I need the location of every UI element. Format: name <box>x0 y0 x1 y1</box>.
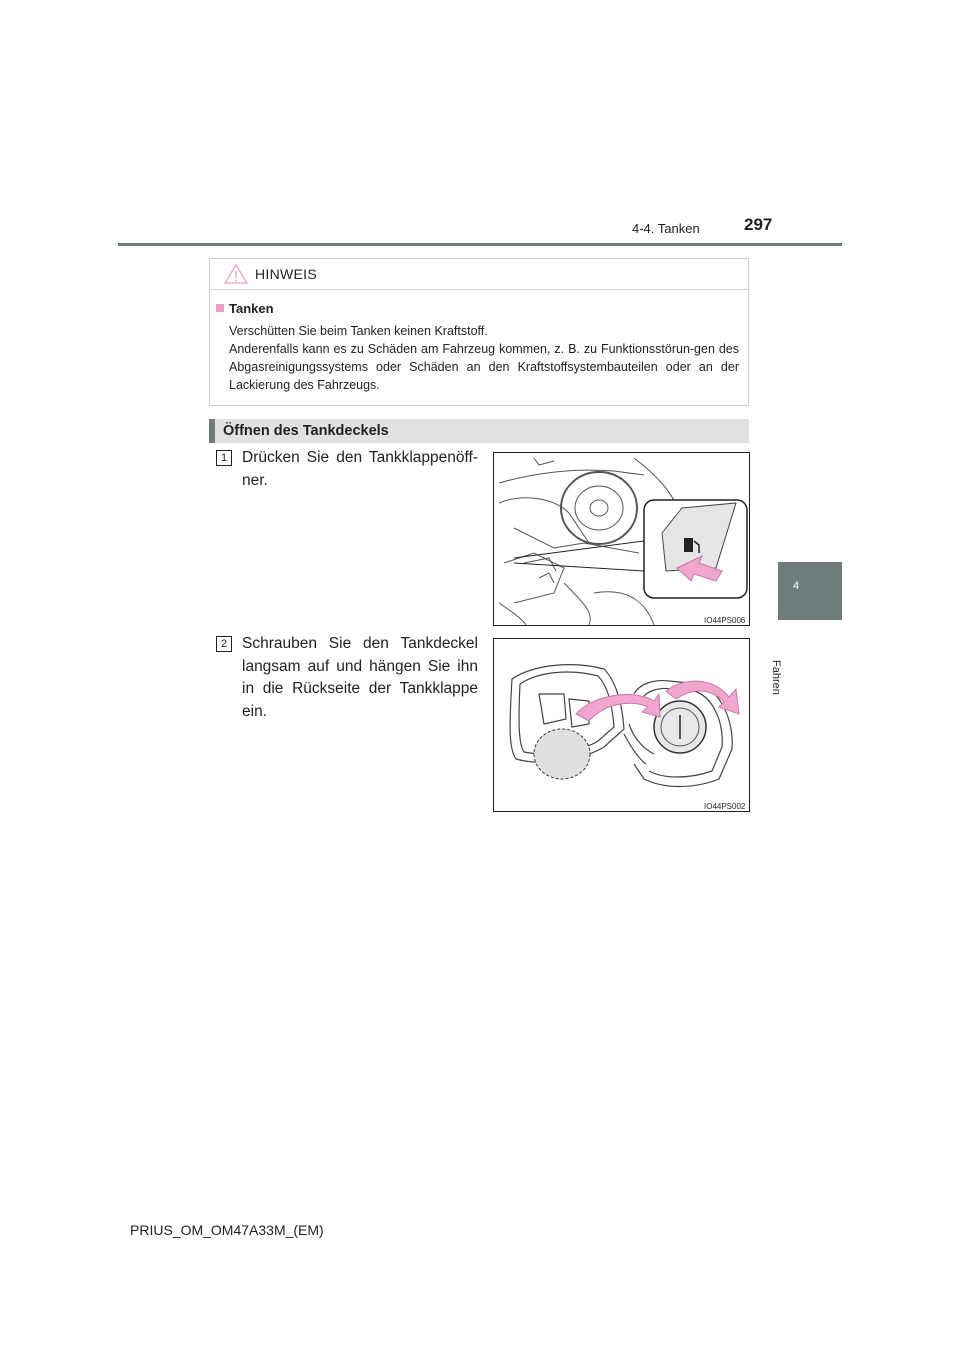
figure-code: IO44PS006 <box>704 616 746 625</box>
fuel-cap-illustration-graphic <box>494 639 750 812</box>
section-heading-bar <box>209 419 749 443</box>
step-number: 1 <box>216 450 232 466</box>
chapter-number: 4 <box>792 580 800 592</box>
step-number: 2 <box>216 636 232 652</box>
dashboard-illustration-graphic <box>494 453 750 626</box>
step-text: Schrauben Sie den Tankdeckel langsam auf und hängen Sie ihn in die Rückseite der Tankklappe ein. <box>242 635 478 720</box>
notice-title: HINWEIS <box>255 266 317 282</box>
header-rule <box>118 243 842 246</box>
chapter-label: Fahren <box>770 660 782 695</box>
fuel-door-opener-illustration <box>493 452 750 626</box>
notice-header <box>210 259 748 290</box>
warning-icon <box>224 264 248 284</box>
fuel-cap-illustration <box>493 638 750 812</box>
notice-subheading: Tanken <box>216 301 274 316</box>
section-title: Öffnen des Tankdeckels <box>223 423 389 439</box>
footer-document-code: PRIUS_OM_OM47A33M_(EM) <box>130 1222 324 1238</box>
notice-box <box>209 258 749 406</box>
step-text: Drücken Sie den Tankklappenöff-ner. <box>242 449 478 489</box>
page-number: 297 <box>744 215 773 234</box>
notice-line: Verschütten Sie beim Tanken keinen Kraftstoff. <box>229 324 488 338</box>
chapter-tab <box>778 562 842 620</box>
notice-line: Anderenfalls kann es zu Schäden am Fahrzeug kommen, z. B. zu Funktionsstörun-gen des Abgasreinigungssystems oder Schäden an den Kraftstoffsystembauteilen oder an der Lackierung des Fahrzeugs. <box>229 342 739 392</box>
notice-body <box>229 322 739 394</box>
header-section: 4-4. Tanken <box>632 221 700 236</box>
square-bullet-icon <box>216 304 224 312</box>
figure-code: IO44PS002 <box>704 802 746 811</box>
section-accent <box>209 419 215 443</box>
